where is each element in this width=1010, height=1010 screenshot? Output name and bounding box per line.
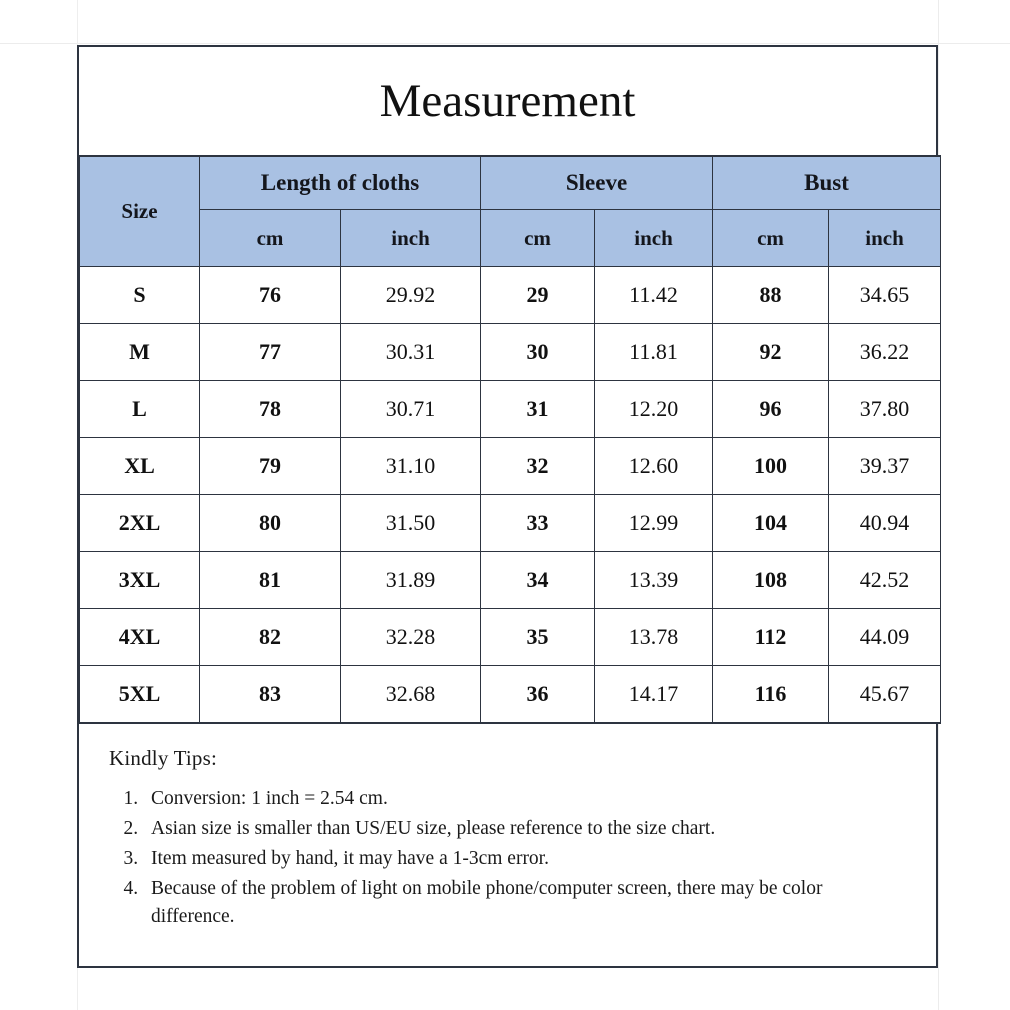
column-header-length-cm: cm	[200, 210, 341, 267]
page-title: Measurement	[379, 75, 636, 127]
column-group-sleeve: Sleeve	[481, 156, 713, 210]
kindly-tips-list	[109, 785, 936, 931]
table-row	[80, 438, 941, 495]
cell-sleeve-inch: 12.60	[595, 438, 713, 495]
cell-length-inch: 31.50	[341, 495, 481, 552]
table-row	[80, 267, 941, 324]
table-header-row-units	[80, 210, 941, 267]
cell-length-inch: 31.10	[341, 438, 481, 495]
kindly-tips-item: 1. Conversion: 1 inch = 2.54 cm.	[143, 785, 891, 813]
cell-sleeve-inch: 12.99	[595, 495, 713, 552]
column-group-length-of-cloths: Length of cloths	[200, 156, 481, 210]
cell-sleeve-cm: 34	[481, 552, 595, 609]
cell-size: 3XL	[80, 552, 200, 609]
cell-size: 4XL	[80, 609, 200, 666]
table-row	[80, 495, 941, 552]
cell-bust-cm: 92	[713, 324, 829, 381]
cell-sleeve-cm: 29	[481, 267, 595, 324]
column-header-sleeve-inch: inch	[595, 210, 713, 267]
column-header-length-inch: inch	[341, 210, 481, 267]
kindly-tips-item: 2. Asian size is smaller than US/EU size, please reference to the size chart.	[143, 815, 891, 843]
column-group-bust: Bust	[713, 156, 941, 210]
cell-size: L	[80, 381, 200, 438]
cell-length-cm: 80	[200, 495, 341, 552]
kindly-tips-item: 3. Item measured by hand, it may have a 1-3cm error.	[143, 845, 891, 873]
cell-length-cm: 83	[200, 666, 341, 724]
table-row	[80, 552, 941, 609]
cell-length-cm: 76	[200, 267, 341, 324]
cell-bust-inch: 42.52	[829, 552, 941, 609]
cell-bust-cm: 100	[713, 438, 829, 495]
cell-bust-cm: 112	[713, 609, 829, 666]
cell-bust-cm: 96	[713, 381, 829, 438]
column-header-bust-cm: cm	[713, 210, 829, 267]
cell-size: M	[80, 324, 200, 381]
cell-length-cm: 78	[200, 381, 341, 438]
cell-size: 2XL	[80, 495, 200, 552]
cell-length-cm: 81	[200, 552, 341, 609]
table-row	[80, 324, 941, 381]
cell-length-inch: 32.68	[341, 666, 481, 724]
cell-size: XL	[80, 438, 200, 495]
cell-size: S	[80, 267, 200, 324]
measurement-table	[79, 155, 941, 724]
cell-sleeve-cm: 35	[481, 609, 595, 666]
cell-length-inch: 30.31	[341, 324, 481, 381]
cell-length-inch: 31.89	[341, 552, 481, 609]
kindly-tips-section	[79, 724, 936, 931]
cell-bust-inch: 34.65	[829, 267, 941, 324]
cell-sleeve-inch: 13.78	[595, 609, 713, 666]
column-header-sleeve-cm: cm	[481, 210, 595, 267]
cell-length-cm: 82	[200, 609, 341, 666]
cell-length-inch: 29.92	[341, 267, 481, 324]
cell-length-inch: 32.28	[341, 609, 481, 666]
cell-sleeve-cm: 33	[481, 495, 595, 552]
cell-bust-cm: 108	[713, 552, 829, 609]
cell-size: 5XL	[80, 666, 200, 724]
cell-sleeve-inch: 11.42	[595, 267, 713, 324]
cell-bust-inch: 36.22	[829, 324, 941, 381]
cell-bust-inch: 37.80	[829, 381, 941, 438]
cell-bust-inch: 45.67	[829, 666, 941, 724]
column-header-bust-inch: inch	[829, 210, 941, 267]
cell-bust-inch: 44.09	[829, 609, 941, 666]
column-header-size: Size	[80, 156, 200, 267]
cell-bust-cm: 88	[713, 267, 829, 324]
cell-length-cm: 79	[200, 438, 341, 495]
table-header-row-groups	[80, 156, 941, 210]
cell-bust-inch: 40.94	[829, 495, 941, 552]
cell-sleeve-cm: 32	[481, 438, 595, 495]
cell-length-cm: 77	[200, 324, 341, 381]
cell-sleeve-inch: 14.17	[595, 666, 713, 724]
kindly-tips-item: 4. Because of the problem of light on mobile phone/computer screen, there may be color difference.	[143, 875, 891, 931]
table-header	[80, 156, 941, 267]
cell-sleeve-cm: 30	[481, 324, 595, 381]
cell-sleeve-cm: 36	[481, 666, 595, 724]
table-row	[80, 381, 941, 438]
cell-sleeve-inch: 11.81	[595, 324, 713, 381]
cell-bust-cm: 104	[713, 495, 829, 552]
table-body	[80, 267, 941, 724]
cell-sleeve-inch: 13.39	[595, 552, 713, 609]
cell-bust-inch: 39.37	[829, 438, 941, 495]
cell-sleeve-cm: 31	[481, 381, 595, 438]
kindly-tips-title: Kindly Tips:	[109, 746, 218, 770]
table-row	[80, 609, 941, 666]
measurement-chart-card	[77, 45, 938, 968]
table-row	[80, 666, 941, 724]
cell-length-inch: 30.71	[341, 381, 481, 438]
cell-bust-cm: 116	[713, 666, 829, 724]
page-margin-guide-horizontal	[0, 43, 1010, 44]
cell-sleeve-inch: 12.20	[595, 381, 713, 438]
